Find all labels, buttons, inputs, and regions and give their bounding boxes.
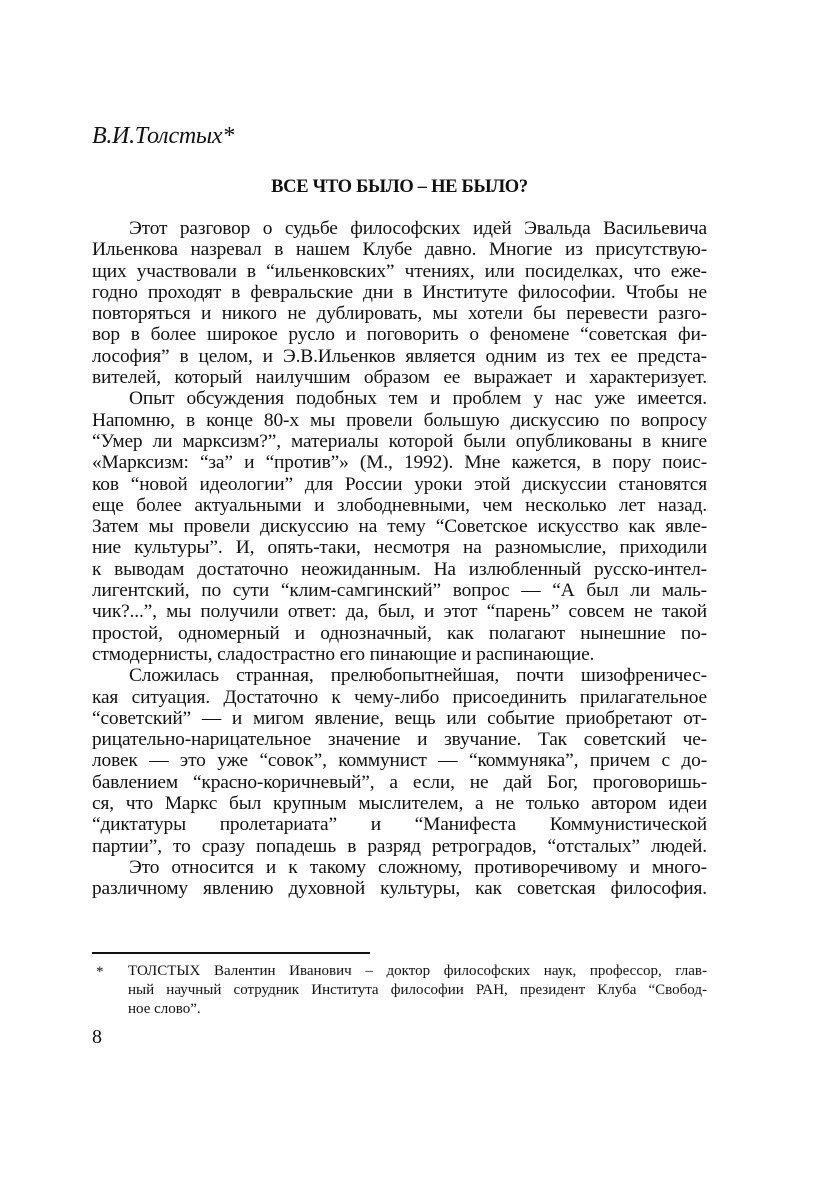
article-title: ВСЕ ЧТО БЫЛО – НЕ БЫЛО?	[271, 177, 528, 197]
footnote-divider	[92, 952, 370, 954]
text-line: Ильенкова назревал в нашем Клубе давно. Многие из присутствую-	[92, 239, 707, 261]
text-line: лософия” в целом, и Э.В.Ильенков является одним из тех ее предста-	[92, 345, 707, 367]
text-line: рицательно-нарицательное значение и звучание. Так советский че-	[92, 729, 707, 751]
paragraph-1	[92, 218, 707, 388]
text-line: “Умер ли марксизм?”, материалы которой были опубликованы в книге	[92, 430, 707, 452]
footnote-mark: *	[96, 964, 104, 980]
text-line: различному явлению духовной культуры, как советская философия.	[92, 878, 707, 900]
text-line: Это относится и к такому сложному, противоречивому и много-	[129, 856, 707, 878]
text-line: Этот разговор о судьбе философских идей Эвальда Васильевича	[129, 218, 707, 239]
text-line: повторяться и никого не дублировать, мы хотели бы перевести разго-	[92, 303, 707, 325]
text-line: вителей, который наилучшим образом ее выражает и характеризует.	[92, 367, 707, 389]
text-line: Сложилась странная, прелюбопытнейшая, почти шизофреничес-	[129, 665, 707, 687]
text-line: ние культуры”. И, опять-таки, несмотря на разномыслие, приходили	[92, 537, 707, 559]
text-line: к выводам достаточно неожиданным. На излюбленный русско-интел-	[92, 558, 707, 580]
document-page	[92, 0, 707, 1191]
text-line: бавлением “красно-коричневый”, а если, не дай Бог, проговоришь-	[92, 771, 707, 793]
text-line: кая ситуация. Достаточно к чему-либо присоединить прилагательное	[92, 686, 707, 708]
text-line: лигентский, по сути “клим-самгинский” вопрос — “А был ли маль-	[92, 580, 707, 602]
text-line: ся, что Маркс был крупным мыслителем, а не только автором идеи	[92, 793, 707, 815]
footnote-line: ный научный сотрудник Института философии РАН, президент Клуба “Свобод-	[128, 982, 707, 998]
paragraph-4	[92, 857, 707, 900]
article-body	[92, 218, 707, 900]
text-line: «Марксизм: “за” и “против”» (М., 1992). Мне кажется, в пору поис-	[92, 452, 707, 474]
text-line: “диктатуры пролетариата” и “Манифеста Коммунистической	[92, 814, 707, 836]
text-line: “советский” — и мигом явление, вещь или событие приобретают от-	[92, 707, 707, 729]
footnote	[92, 962, 707, 1019]
text-line: годно проходят в февральские дни в Институте философии. Чтобы не	[92, 281, 707, 303]
text-line: Опыт обсуждения подобных тем и проблем у нас уже имеется.	[129, 388, 707, 410]
text-line: ловек — это уже “совок”, коммунист — “коммуняка”, причем с до-	[92, 750, 707, 772]
page-number: 8	[92, 1026, 102, 1048]
paragraph-2	[92, 388, 707, 665]
footnote-line: ТОЛСТЫХ Валентин Иванович – доктор философских наук, профессор, глав-	[128, 963, 707, 979]
text-line: ков “новой идеологии” для России уроки этой дискуссии становятся	[92, 473, 707, 495]
text-line: чик?...”, мы получили ответ: да, был, и этот “парень” совсем не такой	[92, 601, 707, 623]
author-name: В.И.Толстых*	[92, 123, 234, 149]
text-line: Затем мы провели дискуссию на тему “Советское искусство как явле-	[92, 516, 707, 538]
text-line: стмодернисты, сладострастно его пинающие и распинающие.	[92, 643, 595, 665]
text-line: щих участвовали в “ильенковских” чтениях, или посиделках, что еже-	[92, 260, 707, 282]
footnote-text	[128, 962, 707, 1019]
paragraph-3	[92, 665, 707, 857]
text-line: еще более актуальными и злободневными, чем несколько лет назад.	[92, 494, 707, 516]
text-line: простой, одномерный и однозначный, как полагают нынешние по-	[92, 622, 707, 644]
text-line: партии”, то сразу попадешь в разряд ретроградов, “отсталых” людей.	[92, 835, 707, 857]
text-line: Напомню, в конце 80-х мы провели большую дискуссию по вопросу	[92, 409, 707, 431]
footnote-line: ное слово”.	[128, 1001, 201, 1017]
text-line: вор в более широкое русло и поговорить о феномене “советская фи-	[92, 324, 707, 346]
